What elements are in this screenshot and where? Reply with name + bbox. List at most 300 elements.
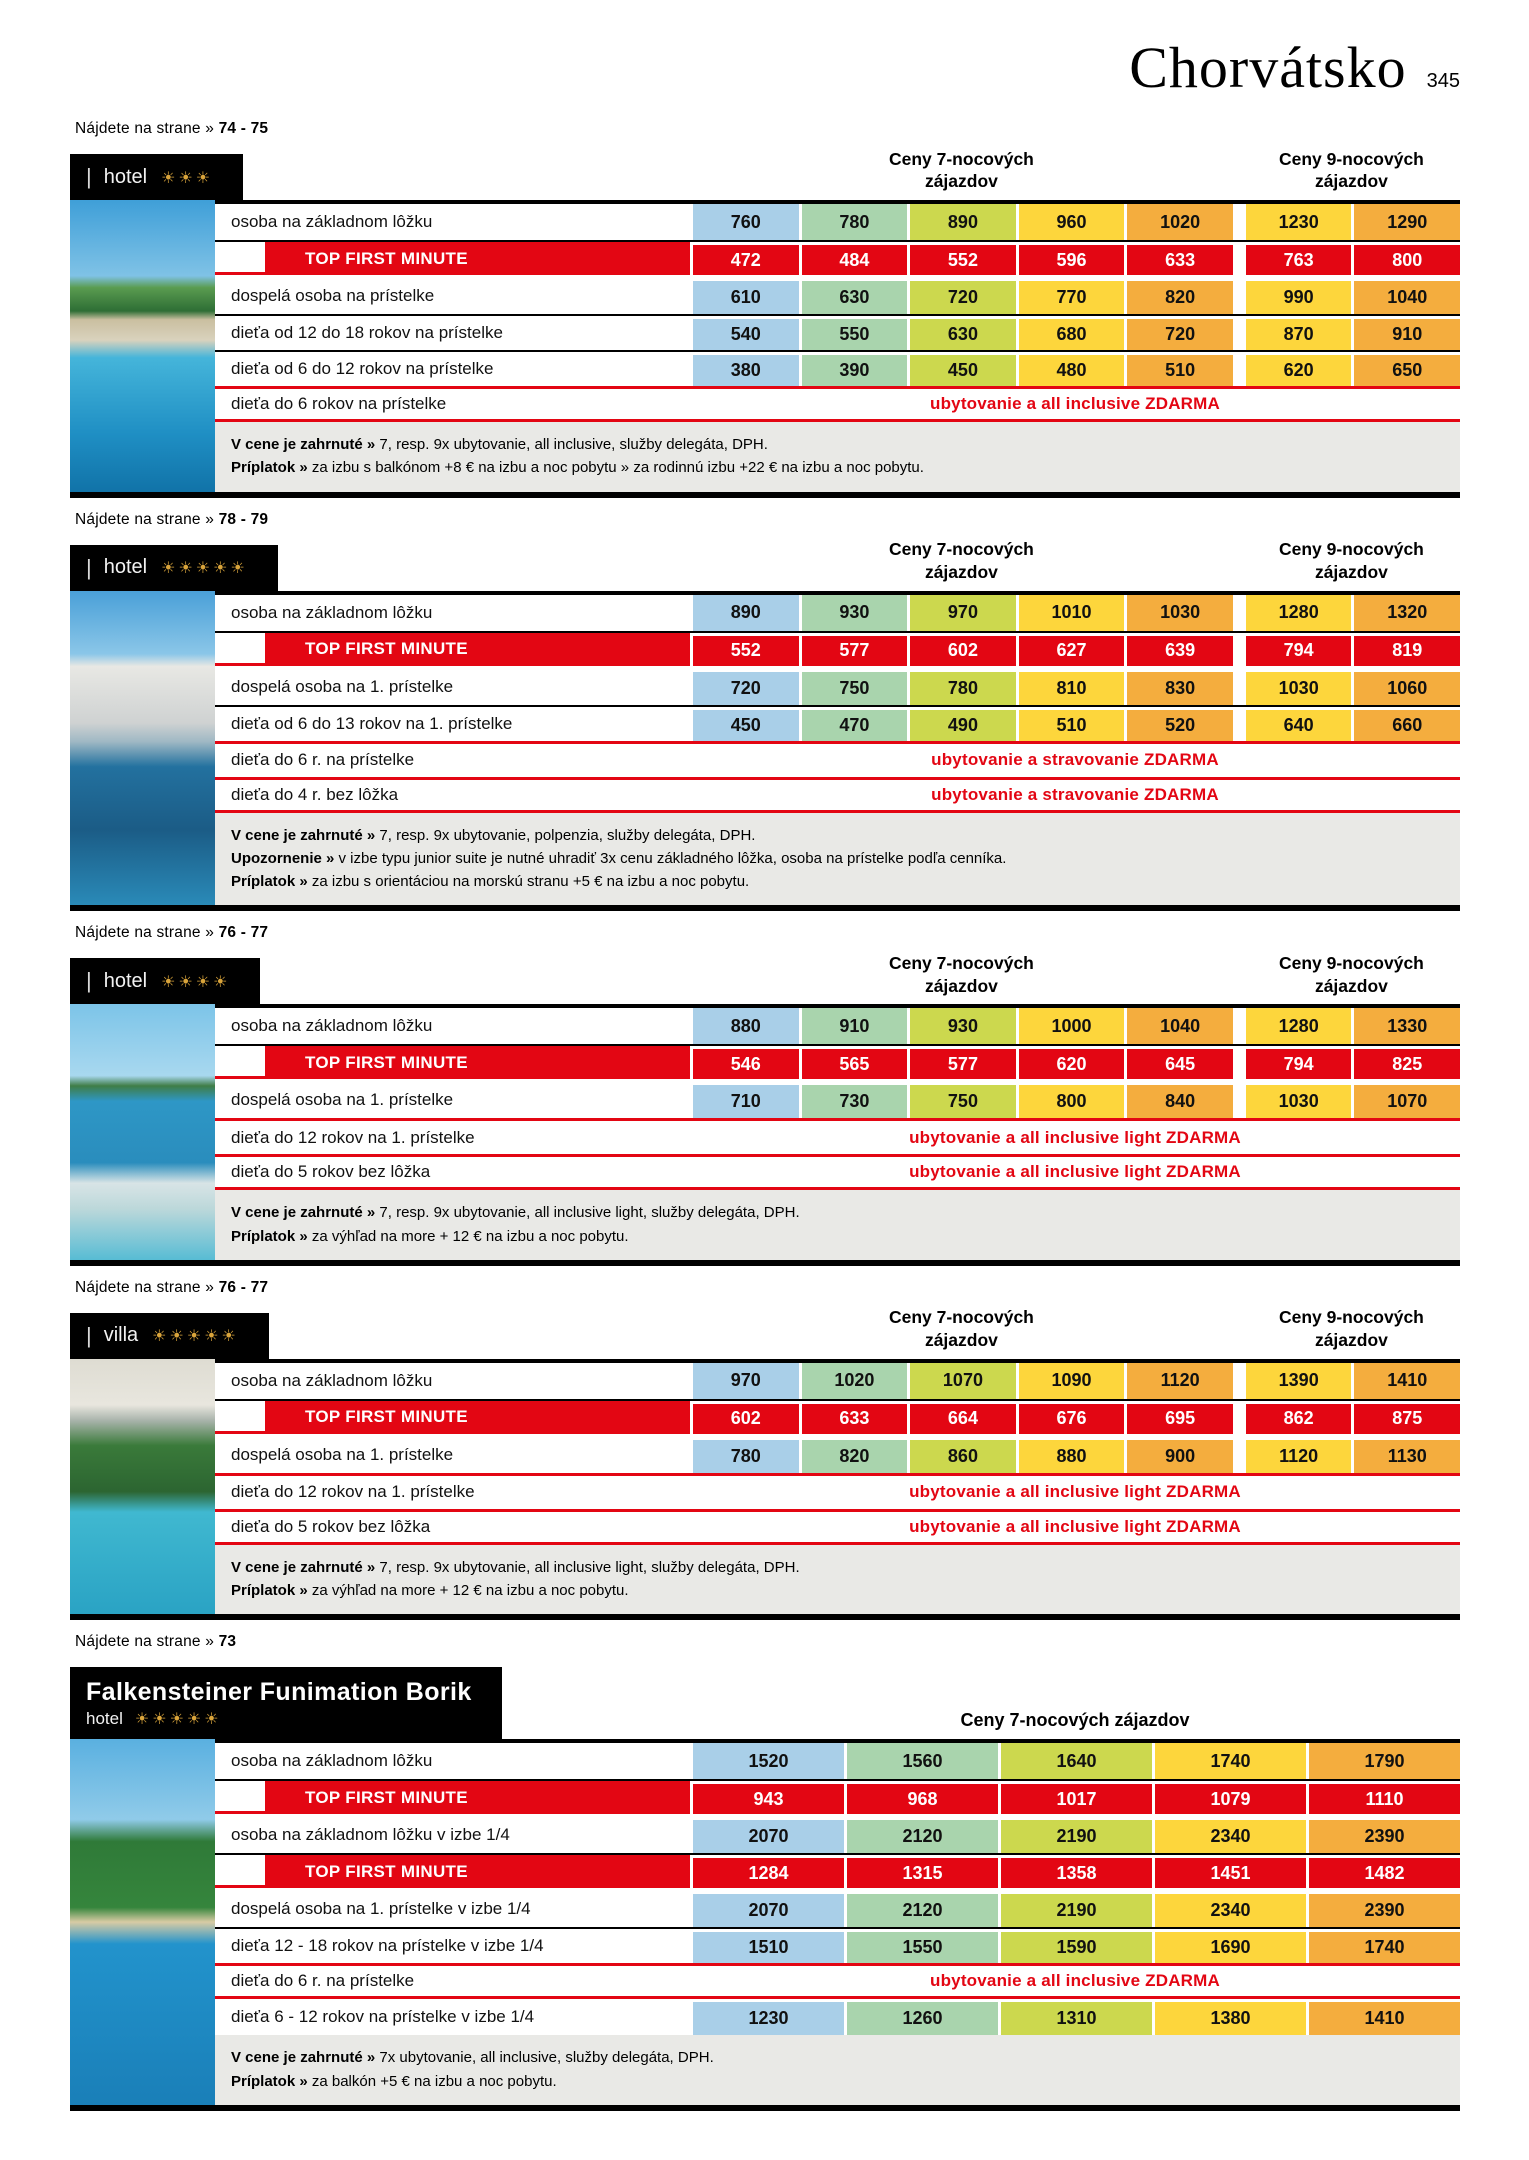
price-row xyxy=(215,204,1460,240)
top-first-minute-label: TOP FIRST MINUTE xyxy=(265,1401,690,1434)
price-cell: 1280 xyxy=(1243,595,1352,631)
price-cell: 630 xyxy=(907,316,1016,350)
note-text: za balkón +5 € na izbu a noc pobytu. xyxy=(311,2072,557,2090)
price-row xyxy=(215,1999,1460,2035)
hotel-section-donat xyxy=(70,120,1460,498)
hotel-stars xyxy=(161,972,230,991)
hotel-headband xyxy=(70,533,1460,591)
price-cell: 1451 xyxy=(1152,1855,1306,1888)
price-cell: 450 xyxy=(690,707,799,741)
price-cells xyxy=(690,1929,1460,1963)
price-cell: 890 xyxy=(907,204,1016,240)
price-cell: 970 xyxy=(690,1363,799,1399)
sun-icon: ☀ xyxy=(195,971,214,991)
price-group-header-7n xyxy=(690,1306,1233,1352)
note-lead: V cene je zahrnuté » xyxy=(231,2049,380,2067)
price-row xyxy=(215,350,1460,386)
price-cell: 1040 xyxy=(1124,1008,1233,1044)
row-label: dospelá osoba na 1. prístelke v izbe 1/4 xyxy=(231,1899,531,1919)
note-lead: V cene je zahrnuté » xyxy=(231,1204,380,1222)
price-cell: 1030 xyxy=(1243,1082,1352,1118)
note-line xyxy=(231,847,1442,870)
free-stay-row xyxy=(215,1118,1460,1154)
price-cells xyxy=(690,1781,1460,1814)
note-lead: Príplatok » xyxy=(231,459,312,477)
row-notch xyxy=(215,1046,265,1079)
price-cell: 484 xyxy=(799,242,908,275)
free-stay-row xyxy=(215,1963,1460,1999)
price-group-headers xyxy=(690,1306,1460,1352)
note-text: 7, resp. 9x ubytovanie, all inclusive, služby delegáta, DPH. xyxy=(379,436,768,453)
hotel-name-line xyxy=(86,1323,239,1349)
price-cell: 860 xyxy=(907,1437,1016,1473)
group-gap xyxy=(1233,1363,1243,1399)
price-cell: 968 xyxy=(844,1781,998,1814)
price-cell: 930 xyxy=(907,1008,1016,1044)
price-cells xyxy=(690,669,1460,705)
free-stay-message: ubytovanie a all inclusive light ZDARMA xyxy=(909,1482,1241,1502)
group-gap xyxy=(1233,1437,1243,1473)
hotel-section-falkensteiner xyxy=(70,1633,1460,2111)
page-reference-label: Nájdete na strane » xyxy=(75,1278,219,1296)
hotel-photo xyxy=(70,1359,215,1615)
price-cell: 960 xyxy=(1016,204,1125,240)
group-gap xyxy=(1233,633,1243,666)
price-cell: 2390 xyxy=(1306,1891,1460,1927)
catalog-page xyxy=(70,34,1460,2124)
price-cell: 620 xyxy=(1243,352,1352,386)
price-cell: 1020 xyxy=(1124,204,1233,240)
price-cell: 639 xyxy=(1124,633,1233,666)
top-first-minute-row xyxy=(215,240,1460,278)
price-cell: 763 xyxy=(1243,242,1352,275)
top-first-minute-label: TOP FIRST MINUTE xyxy=(265,1781,690,1814)
sun-icon: ☀ xyxy=(161,971,179,991)
price-cell: 1740 xyxy=(1152,1743,1306,1779)
page-reference-pages: 78 - 79 xyxy=(218,510,269,528)
price-cell: 2390 xyxy=(1306,1817,1460,1853)
price-cells xyxy=(690,633,1460,666)
group-gap xyxy=(1233,242,1243,275)
price-cell: 1790 xyxy=(1306,1743,1460,1779)
note-lead: V cene je zahrnuté » xyxy=(231,826,380,844)
price-cell: 1010 xyxy=(1016,595,1125,631)
price-cell: 1740 xyxy=(1306,1929,1460,1963)
sun-icon: ☀ xyxy=(161,167,179,187)
price-cell: 2340 xyxy=(1152,1817,1306,1853)
notes-box xyxy=(215,2035,1460,2105)
header-line: Ceny 7-nocových xyxy=(888,148,1034,169)
note-text: 7x ubytovanie, all inclusive, služby delegáta, DPH. xyxy=(379,2049,714,2067)
row-label: osoba na základnom lôžku xyxy=(231,1751,433,1771)
hotel-headband xyxy=(70,1301,1460,1359)
price-cell: 380 xyxy=(690,352,799,386)
price-cell: 2070 xyxy=(690,1817,844,1853)
price-cells xyxy=(690,1999,1460,2035)
header-line: zájazdov xyxy=(924,975,998,996)
header-line: zájazdov xyxy=(924,1330,998,1350)
sun-icon: ☀ xyxy=(178,167,196,187)
note-lead: Príplatok » xyxy=(231,1227,312,1245)
price-cell: 1510 xyxy=(690,1929,844,1963)
free-stay-message: ubytovanie a all inclusive ZDARMA xyxy=(930,394,1220,413)
header-line: zájazdov xyxy=(1314,975,1388,996)
sun-icon: ☀ xyxy=(230,558,248,577)
price-cell: 552 xyxy=(690,633,799,666)
price-cell: 910 xyxy=(1351,316,1460,350)
name-type-divider: | xyxy=(86,968,92,994)
group-gap xyxy=(1233,1082,1243,1118)
price-table-body xyxy=(215,1739,1460,2105)
page-reference-pages: 73 xyxy=(218,1633,237,1651)
price-cell: 2190 xyxy=(998,1891,1152,1927)
price-cell: 1060 xyxy=(1351,669,1460,705)
sun-icon: ☀ xyxy=(204,1326,222,1346)
header-line: zájazdov xyxy=(1314,561,1388,582)
price-cell: 1030 xyxy=(1124,595,1233,631)
price-cell: 645 xyxy=(1124,1046,1233,1079)
price-cell: 1070 xyxy=(907,1363,1016,1399)
group-gap xyxy=(1233,1306,1243,1352)
price-cell: 1410 xyxy=(1306,1999,1460,2035)
price-cell: 750 xyxy=(799,669,908,705)
page-reference xyxy=(75,1633,1460,1651)
page-header xyxy=(70,34,1460,118)
price-cell: 1320 xyxy=(1351,595,1460,631)
row-label: dieťa do 6 rokov na prístelke xyxy=(231,394,447,413)
group-gap xyxy=(1233,204,1243,240)
price-cell: 1290 xyxy=(1351,204,1460,240)
group-gap xyxy=(1233,1008,1243,1044)
price-cell: 1230 xyxy=(1243,204,1352,240)
price-cell: 510 xyxy=(1016,707,1125,741)
hotel-stars xyxy=(135,1709,222,1728)
hotel-section-arausa xyxy=(70,1279,1460,1621)
price-table xyxy=(70,200,1460,498)
row-label: osoba na základnom lôžku xyxy=(231,212,433,231)
top-first-minute-label: TOP FIRST MINUTE xyxy=(265,1855,690,1888)
row-label: dieťa do 12 rokov na 1. prístelke xyxy=(231,1482,475,1502)
price-row xyxy=(215,278,1460,314)
page-reference-pages: 76 - 77 xyxy=(218,924,269,942)
page-reference-label: Nájdete na strane » xyxy=(75,510,219,528)
price-cell: 630 xyxy=(799,278,908,314)
price-cell: 450 xyxy=(907,352,1016,386)
price-cell: 910 xyxy=(799,1008,908,1044)
price-cell: 1280 xyxy=(1243,1008,1352,1044)
hotel-name-box xyxy=(70,1667,502,1739)
sun-icon: ☀ xyxy=(178,558,196,577)
hotel-name-box xyxy=(70,1313,269,1359)
price-cell: 664 xyxy=(907,1401,1016,1434)
price-row xyxy=(215,1082,1460,1118)
price-cell: 695 xyxy=(1124,1401,1233,1434)
price-cell: 830 xyxy=(1124,669,1233,705)
note-lead: V cene je zahrnuté » xyxy=(231,436,380,453)
header-line: zájazdov xyxy=(1314,171,1388,192)
price-cell: 470 xyxy=(799,707,908,741)
price-cell: 1017 xyxy=(998,1781,1152,1814)
page-reference xyxy=(75,511,1460,529)
price-cell: 546 xyxy=(690,1046,799,1079)
price-group-header-9n xyxy=(1243,952,1460,998)
hotel-headband xyxy=(70,946,1460,1004)
price-cell: 610 xyxy=(690,278,799,314)
sun-icon: ☀ xyxy=(186,1326,205,1346)
row-notch xyxy=(215,1781,265,1814)
note-lead: Upozornenie » xyxy=(231,849,339,867)
free-stay-message: ubytovanie a all inclusive ZDARMA xyxy=(930,1971,1220,1991)
price-cell: 720 xyxy=(690,669,799,705)
price-row xyxy=(215,1891,1460,1927)
price-cell: 820 xyxy=(799,1437,908,1473)
price-table-body xyxy=(215,200,1460,492)
page-reference xyxy=(75,120,1460,138)
sun-icon: ☀ xyxy=(221,1326,239,1346)
hotel-section-punta xyxy=(70,924,1460,1266)
note-text: za výhľad na more + 12 € na izbu a noc pobytu. xyxy=(311,1227,629,1245)
row-notch xyxy=(215,633,265,666)
price-cell: 2120 xyxy=(844,1817,998,1853)
hotel-photo xyxy=(70,1739,215,2105)
sun-icon: ☀ xyxy=(213,971,231,991)
sun-icon: ☀ xyxy=(152,1709,170,1729)
price-cell: 1284 xyxy=(690,1855,844,1888)
header-line: zájazdov xyxy=(924,561,998,582)
price-cell: 1020 xyxy=(799,1363,908,1399)
note-lead: Príplatok » xyxy=(231,873,312,890)
price-cell: 540 xyxy=(690,316,799,350)
price-cell: 750 xyxy=(907,1082,1016,1118)
group-gap xyxy=(1233,669,1243,705)
price-cell: 862 xyxy=(1243,1401,1352,1434)
price-group-header-7n xyxy=(690,148,1233,194)
hotel-type: villa xyxy=(103,1324,139,1347)
price-table-body xyxy=(215,1004,1460,1260)
price-group-headers xyxy=(690,538,1460,584)
price-cell: 1070 xyxy=(1351,1082,1460,1118)
header-line: Ceny 9-nocových xyxy=(1278,952,1424,973)
price-cell: 819 xyxy=(1351,633,1460,666)
price-cell: 1120 xyxy=(1124,1363,1233,1399)
price-cell: 472 xyxy=(690,242,799,275)
price-cells xyxy=(690,1817,1460,1853)
price-table xyxy=(70,1739,1460,2111)
free-stay-row xyxy=(215,386,1460,422)
hotel-photo xyxy=(70,1004,215,1260)
price-group-header-9n xyxy=(1243,538,1460,584)
price-cell: 810 xyxy=(1016,669,1125,705)
page-number: 345 xyxy=(1426,70,1460,92)
name-type-divider: | xyxy=(86,1322,92,1348)
price-cell: 1040 xyxy=(1351,278,1460,314)
page-reference xyxy=(75,924,1460,942)
price-cell: 1315 xyxy=(844,1855,998,1888)
group-gap xyxy=(1233,538,1243,584)
price-cell: 1640 xyxy=(998,1743,1152,1779)
price-cell: 1030 xyxy=(1243,669,1352,705)
price-table-body xyxy=(215,591,1460,906)
top-first-minute-row xyxy=(215,631,1460,669)
sun-icon: ☀ xyxy=(195,558,214,577)
row-label: osoba na základnom lôžku xyxy=(231,1016,433,1036)
price-cell: 780 xyxy=(907,669,1016,705)
note-line xyxy=(231,2070,1442,2093)
price-table xyxy=(70,591,1460,912)
hotel-name-box xyxy=(70,958,260,1004)
price-cells xyxy=(690,1046,1460,1079)
group-gap xyxy=(1233,1046,1243,1079)
row-label: dieťa do 12 rokov na 1. prístelke xyxy=(231,1127,475,1147)
price-cell: 1358 xyxy=(998,1855,1152,1888)
name-type-divider: | xyxy=(86,554,92,580)
price-cell: 602 xyxy=(907,633,1016,666)
row-label: dieťa od 12 do 18 rokov na prístelke xyxy=(231,323,503,342)
price-row xyxy=(215,669,1460,705)
price-cells xyxy=(690,1437,1460,1473)
row-label: osoba na základnom lôžku xyxy=(231,602,433,622)
price-group-header-9n xyxy=(1243,148,1460,194)
page-reference-pages: 74 - 75 xyxy=(218,120,269,137)
note-text: 7, resp. 9x ubytovanie, polpenzia, služby delegáta, DPH. xyxy=(379,826,756,844)
note-text: v izbe typu junior suite je nutné uhradiť 3x cenu základného lôžka, osoba na prístelke podľa cenníka. xyxy=(338,849,1007,867)
price-cell: 870 xyxy=(1243,316,1352,350)
price-cell: 820 xyxy=(1124,278,1233,314)
price-row xyxy=(215,1363,1460,1399)
page-title: Chorvátsko xyxy=(1129,35,1407,100)
header-line: Ceny 7-nocových xyxy=(888,539,1034,559)
price-cell: 1380 xyxy=(1152,1999,1306,2035)
price-cell: 1690 xyxy=(1152,1929,1306,1963)
top-first-minute-row xyxy=(215,1044,1460,1082)
group-gap xyxy=(1233,278,1243,314)
price-row xyxy=(215,1817,1460,1853)
price-cell: 730 xyxy=(799,1082,908,1118)
price-cells xyxy=(690,707,1460,741)
hotel-name-line xyxy=(86,968,230,994)
price-cell: 680 xyxy=(1016,316,1125,350)
price-cell: 1560 xyxy=(844,1743,998,1779)
group-gap xyxy=(1233,707,1243,741)
free-stay-row xyxy=(215,777,1460,813)
row-notch xyxy=(215,242,265,275)
price-cells xyxy=(690,278,1460,314)
page-reference-pages: 76 - 77 xyxy=(218,1278,269,1296)
price-cell: 596 xyxy=(1016,242,1125,275)
header-line: Ceny 7-nocových xyxy=(888,1307,1034,1328)
notes-box xyxy=(215,1545,1460,1615)
price-cell: 565 xyxy=(799,1046,908,1079)
note-line xyxy=(231,433,1442,456)
row-label: dieťa do 6 r. na prístelke xyxy=(231,750,415,769)
page-reference xyxy=(75,1279,1460,1297)
price-cell: 970 xyxy=(907,595,1016,631)
hotel-name-line xyxy=(86,164,213,190)
note-line xyxy=(231,1556,1442,1579)
page-reference-label: Nájdete na strane » xyxy=(75,1633,219,1651)
note-lead: V cene je zahrnuté » xyxy=(231,1558,380,1576)
hotel-name-box xyxy=(70,154,243,200)
price-table xyxy=(70,1004,1460,1266)
price-row xyxy=(215,1927,1460,1963)
hotel-type: hotel xyxy=(103,969,148,992)
hotel-stars xyxy=(161,558,248,577)
price-cell: 720 xyxy=(1124,316,1233,350)
price-cell: 1110 xyxy=(1306,1781,1460,1814)
row-label: dieťa do 5 rokov bez lôžka xyxy=(231,1162,431,1182)
price-cell: 1520 xyxy=(690,1743,844,1779)
price-cell: 990 xyxy=(1243,278,1352,314)
price-cell: 1590 xyxy=(998,1929,1152,1963)
price-group-headers xyxy=(690,148,1460,194)
note-line xyxy=(231,1225,1442,1248)
price-row xyxy=(215,705,1460,741)
price-group-header-9n xyxy=(1243,1306,1460,1352)
price-table xyxy=(70,1359,1460,1621)
price-cell: 900 xyxy=(1124,1437,1233,1473)
price-cell: 550 xyxy=(799,316,908,350)
price-cell: 1130 xyxy=(1351,1437,1460,1473)
price-cell: 825 xyxy=(1351,1046,1460,1079)
price-cell: 660 xyxy=(1351,707,1460,741)
price-cell: 880 xyxy=(690,1008,799,1044)
row-notch xyxy=(215,1855,265,1888)
note-line xyxy=(231,824,1442,847)
row-label: osoba na základnom lôžku v izbe 1/4 xyxy=(231,1825,510,1845)
group-gap xyxy=(1233,316,1243,350)
top-first-minute-row xyxy=(215,1399,1460,1437)
note-line xyxy=(231,1201,1442,1224)
price-cell: 780 xyxy=(690,1437,799,1473)
price-cell: 770 xyxy=(1016,278,1125,314)
price-cell: 480 xyxy=(1016,352,1125,386)
header-line: Ceny 9-nocových xyxy=(1278,1307,1424,1328)
group-gap xyxy=(1233,148,1243,194)
price-cell: 2190 xyxy=(998,1817,1152,1853)
row-label: osoba na základnom lôžku xyxy=(231,1370,433,1390)
row-label: dieťa od 6 do 13 rokov na 1. prístelke xyxy=(231,713,513,733)
price-cell: 800 xyxy=(1351,242,1460,275)
sections xyxy=(70,120,1460,2111)
note-line xyxy=(231,1579,1442,1602)
price-cell: 1410 xyxy=(1351,1363,1460,1399)
price-cell: 1482 xyxy=(1306,1855,1460,1888)
sun-icon: ☀ xyxy=(195,167,214,187)
price-cell: 875 xyxy=(1351,1401,1460,1434)
price-group-header-7n: Ceny 7-nocových zájazdov xyxy=(960,1709,1190,1730)
price-cell: 552 xyxy=(907,242,1016,275)
top-first-minute-row xyxy=(215,1779,1460,1817)
note-text: za izbu s balkónom +8 € na izbu a noc pobytu » za rodinnú izbu +22 € na izbu a noc pobytu. xyxy=(311,459,924,477)
price-cell: 794 xyxy=(1243,1046,1352,1079)
free-stay-row xyxy=(215,1154,1460,1190)
price-cell: 2340 xyxy=(1152,1891,1306,1927)
hotel-photo xyxy=(70,200,215,492)
price-cells xyxy=(690,352,1460,386)
note-text: za výhľad na more + 12 € na izbu a noc pobytu. xyxy=(311,1582,629,1599)
sun-icon: ☀ xyxy=(152,1326,170,1346)
price-cell: 490 xyxy=(907,707,1016,741)
note-text: za izbu s orientáciou na morskú stranu +5 € na izbu a noc pobytu. xyxy=(311,873,750,890)
sun-icon: ☀ xyxy=(204,1709,222,1729)
hotel-stars xyxy=(161,168,213,187)
hotel-headband xyxy=(70,1655,1460,1739)
name-type-divider: | xyxy=(86,164,92,189)
price-cell: 780 xyxy=(799,204,908,240)
hotel-name-box xyxy=(70,545,278,591)
price-cell: 1230 xyxy=(690,1999,844,2035)
price-cell: 1330 xyxy=(1351,1008,1460,1044)
